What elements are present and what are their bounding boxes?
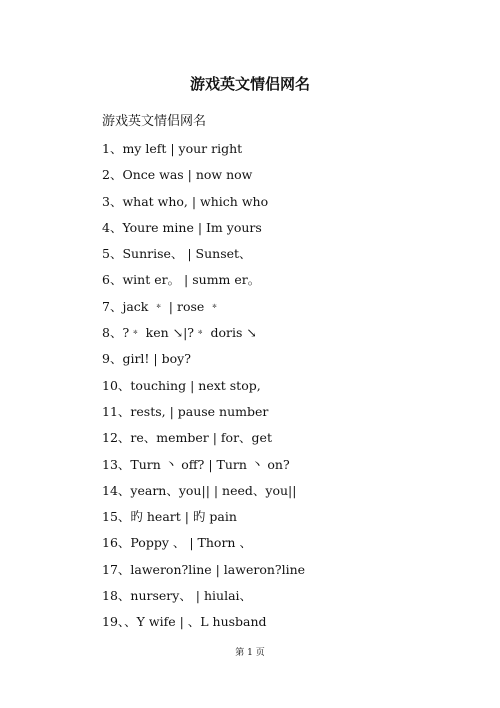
list-item: 16、Poppy 、 | Thorn 、 [102, 535, 252, 551]
list-item: 12、re、member | for、get [102, 430, 272, 446]
list-item: 1、my left | your right [102, 141, 243, 156]
section-heading: 游戏英文情侣网名 [102, 114, 207, 129]
list-item: 11、rests, | pause number [102, 403, 269, 419]
list-item: 3、what who, | which who [102, 193, 269, 209]
list-item: 17、laweron?line | laweron?line [102, 561, 306, 577]
list-item: 6、wint er。 | summ er。 [102, 272, 261, 288]
document-title: 游戏英文情侣网名 [189, 75, 310, 93]
list-item: 19、、Y wife | 、L husband [102, 614, 267, 630]
page-number: 第 1 页 [235, 648, 265, 658]
list-item: 2、Once was | now now [102, 167, 253, 183]
list-item: 15、旳 heart | 旳 pain [102, 509, 237, 525]
list-item: 18、nursery、 | hiulai、 [102, 588, 253, 604]
list-item: 13、Turn 丶 off? | Turn 丶 on? [102, 456, 290, 472]
list-item: 7、jack ﹡ | rose ﹡ [102, 298, 221, 314]
list-item: 10、touching | next stop, [102, 377, 261, 393]
list-item: 8、?﹡ ken ↘|?﹡ doris ↘ [102, 325, 257, 341]
nickname-list [102, 140, 305, 640]
list-item: 5、Sunrise、 | Sunset、 [102, 246, 252, 262]
list-item: 4、Youre mine | Im yours [102, 219, 262, 235]
list-item: 14、yearn、you|| | need、you|| [102, 482, 297, 498]
list-item: 9、girl! | boy? [102, 351, 191, 367]
